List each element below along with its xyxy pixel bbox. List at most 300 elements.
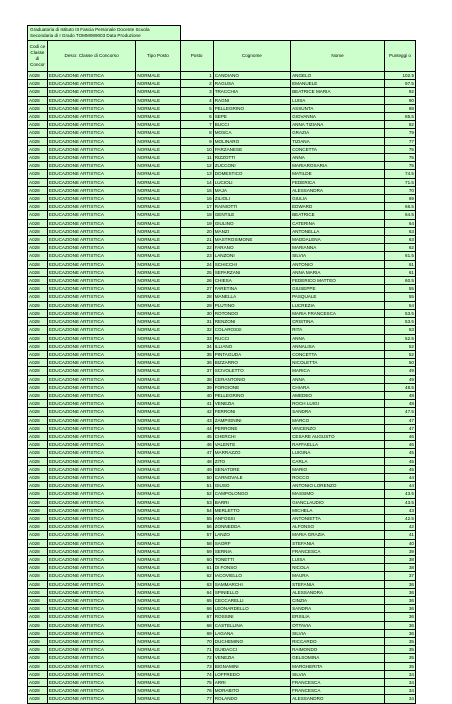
cell-code: A028	[28, 441, 48, 449]
cell-name: STEFANIA	[291, 539, 385, 547]
cell-name: VINCENZO	[291, 424, 385, 432]
cell-code: A028	[28, 391, 48, 399]
cell-name: EDWARD	[291, 203, 385, 211]
cell-name: BEATRICE	[291, 211, 385, 219]
cell-type: NORMALE	[136, 572, 180, 580]
table-row	[28, 80, 416, 88]
table-row	[28, 531, 416, 539]
cell-score: 46	[385, 441, 416, 449]
cell-type: NORMALE	[136, 326, 180, 334]
cell-name: ALESSANDRA	[291, 588, 385, 596]
cell-name: MARIAROSARIA	[291, 162, 385, 170]
cell-score: 34	[385, 687, 416, 695]
cell-desc: EDUCAZIONE ARTISTICA	[47, 416, 135, 424]
cell-desc: EDUCAZIONE ARTISTICA	[47, 260, 135, 268]
cell-pos: 32	[180, 326, 213, 334]
cell-desc: EDUCAZIONE ARTISTICA	[47, 375, 135, 383]
table-row	[28, 301, 416, 309]
cell-desc: EDUCAZIONE ARTISTICA	[47, 252, 135, 260]
cell-score: 36	[385, 588, 416, 596]
cell-pos: 33	[180, 334, 213, 342]
cell-name: MARICA	[291, 367, 385, 375]
cell-name: ALFONSO	[291, 523, 385, 531]
cell-pos: 31	[180, 318, 213, 326]
cell-surname: FORGIONE	[213, 383, 290, 391]
cell-score: 63	[385, 236, 416, 244]
cell-type: NORMALE	[136, 260, 180, 268]
cell-code: A028	[28, 400, 48, 408]
table-row	[28, 539, 416, 547]
cell-surname: CERANTONIO	[213, 375, 290, 383]
cell-type: NORMALE	[136, 490, 180, 498]
cell-desc: EDUCAZIONE ARTISTICA	[47, 309, 135, 317]
cell-name: LUISA	[291, 555, 385, 563]
table-row	[28, 104, 416, 112]
table-row	[28, 268, 416, 276]
cell-desc: EDUCAZIONE ARTISTICA	[47, 350, 135, 358]
cell-score: 34	[385, 695, 416, 703]
cell-type: NORMALE	[136, 96, 180, 104]
cell-desc: EDUCAZIONE ARTISTICA	[47, 137, 135, 145]
cell-pos: 49	[180, 465, 213, 473]
table-row	[28, 449, 416, 457]
cell-type: NORMALE	[136, 104, 180, 112]
cell-score: 44	[385, 473, 416, 481]
cell-type: NORMALE	[136, 211, 180, 219]
cell-code: A028	[28, 539, 48, 547]
cell-score: 38	[385, 564, 416, 572]
cell-code: A028	[28, 350, 48, 358]
table-row	[28, 121, 416, 129]
cell-surname: ROLANDO	[213, 695, 290, 703]
cell-desc: EDUCAZIONE ARTISTICA	[47, 383, 135, 391]
cell-desc: EDUCAZIONE ARTISTICA	[47, 465, 135, 473]
cell-score: 36	[385, 621, 416, 629]
cell-name: ANNALISA	[291, 342, 385, 350]
table-row	[28, 580, 416, 588]
cell-score: 39	[385, 547, 416, 555]
title-line-2: Secondaria di I Grado TOMM089003 Data Produzione	[30, 33, 141, 38]
cell-surname: DUCHEMINO	[213, 638, 290, 646]
cell-name: ALESSANDRO	[291, 695, 385, 703]
cell-surname: LAGANA	[213, 629, 290, 637]
cell-pos: 71	[180, 646, 213, 654]
cell-code: A028	[28, 597, 48, 605]
cell-pos: 74	[180, 670, 213, 678]
cell-score: 34	[385, 670, 416, 678]
cell-code: A028	[28, 268, 48, 276]
cell-pos: 73	[180, 662, 213, 670]
cell-code: A028	[28, 605, 48, 613]
cell-surname: ZONNEDDA	[213, 523, 290, 531]
cell-surname: GIUSO	[213, 482, 290, 490]
cell-score: 49	[385, 375, 416, 383]
cell-pos: 51	[180, 482, 213, 490]
cell-pos: 5	[180, 104, 213, 112]
table-row	[28, 514, 416, 522]
document-title	[28, 26, 181, 41]
cell-desc: EDUCAZIONE ARTISTICA	[47, 277, 135, 285]
cell-code: A028	[28, 367, 48, 375]
cell-code: A028	[28, 186, 48, 194]
cell-pos: 41	[180, 400, 213, 408]
cell-pos: 45	[180, 432, 213, 440]
cell-surname: BARRI	[213, 498, 290, 506]
cell-score: 61.5	[385, 252, 416, 260]
cell-surname: ZAMPIGNINI	[213, 416, 290, 424]
cell-score: 48	[385, 400, 416, 408]
cell-name: MATILDE	[291, 170, 385, 178]
cell-surname: GUIDACCI	[213, 646, 290, 654]
cell-score: 43.5	[385, 498, 416, 506]
cell-surname: SEPARZANI	[213, 268, 290, 276]
cell-pos: 39	[180, 383, 213, 391]
cell-code: A028	[28, 260, 48, 268]
table-row	[28, 391, 416, 399]
cell-type: NORMALE	[136, 195, 180, 203]
cell-surname: MANZI	[213, 227, 290, 235]
cell-type: NORMALE	[136, 580, 180, 588]
cell-pos: 20	[180, 227, 213, 235]
cell-pos: 50	[180, 473, 213, 481]
cell-desc: EDUCAZIONE ARTISTICA	[47, 432, 135, 440]
cell-pos: 64	[180, 588, 213, 596]
cell-score: 43.5	[385, 490, 416, 498]
cell-pos: 48	[180, 457, 213, 465]
table-row	[28, 670, 416, 678]
cell-code: A028	[28, 277, 48, 285]
table-row	[28, 662, 416, 670]
cell-name: ROCCO	[291, 473, 385, 481]
cell-type: NORMALE	[136, 301, 180, 309]
cell-surname: SENATORE	[213, 465, 290, 473]
cell-pos: 16	[180, 195, 213, 203]
cell-score: 75	[385, 145, 416, 153]
cell-surname: PINTAGUDA	[213, 350, 290, 358]
cell-surname: PELLEGRINO	[213, 391, 290, 399]
header-pos: Posto	[180, 41, 213, 72]
cell-desc: EDUCAZIONE ARTISTICA	[47, 96, 135, 104]
cell-surname: TRACCHIA	[213, 88, 290, 96]
header-row	[28, 41, 416, 72]
cell-type: NORMALE	[136, 309, 180, 317]
cell-type: NORMALE	[136, 219, 180, 227]
cell-surname: ROTONDO	[213, 309, 290, 317]
cell-score: 41	[385, 531, 416, 539]
cell-pos: 43	[180, 416, 213, 424]
cell-desc: EDUCAZIONE ARTISTICA	[47, 342, 135, 350]
cell-pos: 68	[180, 621, 213, 629]
table-row	[28, 309, 416, 317]
cell-type: NORMALE	[136, 695, 180, 703]
cell-name: RITA	[291, 326, 385, 334]
table-row	[28, 137, 416, 145]
cell-score: 48	[385, 391, 416, 399]
cell-type: NORMALE	[136, 662, 180, 670]
cell-desc: EDUCAZIONE ARTISTICA	[47, 449, 135, 457]
cell-type: NORMALE	[136, 457, 180, 465]
cell-type: NORMALE	[136, 449, 180, 457]
cell-desc: EDUCAZIONE ARTISTICA	[47, 195, 135, 203]
cell-surname: RAINIOTTI	[213, 203, 290, 211]
table-row	[28, 129, 416, 137]
cell-code: A028	[28, 638, 48, 646]
cell-score: 61	[385, 260, 416, 268]
cell-desc: EDUCAZIONE ARTISTICA	[47, 629, 135, 637]
cell-surname: CASTELLINA	[213, 621, 290, 629]
cell-score: 82	[385, 121, 416, 129]
table-row	[28, 498, 416, 506]
cell-code: A028	[28, 375, 48, 383]
cell-pos: 40	[180, 391, 213, 399]
cell-type: NORMALE	[136, 137, 180, 145]
cell-pos: 12	[180, 162, 213, 170]
cell-name: CHIARA	[291, 383, 385, 391]
cell-desc: EDUCAZIONE ARTISTICA	[47, 424, 135, 432]
table-row	[28, 564, 416, 572]
cell-score: 70	[385, 186, 416, 194]
table-row	[28, 605, 416, 613]
table-row	[28, 400, 416, 408]
cell-score: 85.5	[385, 113, 416, 121]
table-row	[28, 96, 416, 104]
cell-score: 36	[385, 580, 416, 588]
cell-name: ANNA	[291, 375, 385, 383]
cell-surname: RUCCI	[213, 334, 290, 342]
cell-score: 44	[385, 482, 416, 490]
cell-type: NORMALE	[136, 514, 180, 522]
cell-name: GIANCLAUDIO	[291, 498, 385, 506]
cell-name: MASSIMO	[291, 490, 385, 498]
cell-surname: RIZZOTTI	[213, 154, 290, 162]
cell-score: 92	[385, 88, 416, 96]
cell-score: 35	[385, 654, 416, 662]
cell-desc: EDUCAZIONE ARTISTICA	[47, 490, 135, 498]
cell-code: A028	[28, 457, 48, 465]
cell-desc: EDUCAZIONE ARTISTICA	[47, 572, 135, 580]
cell-code: A028	[28, 80, 48, 88]
table-row	[28, 621, 416, 629]
cell-name: GIUSEPPE	[291, 285, 385, 293]
cell-score: 36	[385, 597, 416, 605]
table-row	[28, 613, 416, 621]
cell-name: CESARE AUGUSTO	[291, 432, 385, 440]
cell-desc: EDUCAZIONE ARTISTICA	[47, 227, 135, 235]
cell-score: 38	[385, 555, 416, 563]
cell-surname: ROSSINI	[213, 613, 290, 621]
cell-score: 63	[385, 227, 416, 235]
table-row	[28, 219, 416, 227]
cell-desc: EDUCAZIONE ARTISTICA	[47, 391, 135, 399]
cell-score: 102.5	[385, 72, 416, 80]
table-row	[28, 654, 416, 662]
table-row	[28, 646, 416, 654]
table-row	[28, 326, 416, 334]
cell-pos: 69	[180, 629, 213, 637]
cell-surname: RAGUSA	[213, 80, 290, 88]
cell-type: NORMALE	[136, 613, 180, 621]
cell-code: A028	[28, 252, 48, 260]
cell-surname: LUCIOLI	[213, 178, 290, 186]
cell-pos: 19	[180, 219, 213, 227]
cell-code: A028	[28, 687, 48, 695]
cell-desc: EDUCAZIONE ARTISTICA	[47, 154, 135, 162]
title-blank	[180, 26, 415, 41]
cell-name: MARCO	[291, 416, 385, 424]
cell-code: A028	[28, 342, 48, 350]
cell-surname: SCHICCHI	[213, 260, 290, 268]
cell-code: A028	[28, 679, 48, 687]
cell-pos: 15	[180, 186, 213, 194]
cell-desc: EDUCAZIONE ARTISTICA	[47, 523, 135, 531]
cell-name: CONCETTA	[291, 145, 385, 153]
cell-score: 45	[385, 457, 416, 465]
cell-name: FEDERICO MATTEO	[291, 277, 385, 285]
cell-score: 35	[385, 662, 416, 670]
cell-name: CATERINA	[291, 219, 385, 227]
cell-type: NORMALE	[136, 605, 180, 613]
cell-surname: MORABITO	[213, 687, 290, 695]
cell-surname: BIGNAMINI	[213, 662, 290, 670]
cell-score: 79	[385, 129, 416, 137]
table-row	[28, 342, 416, 350]
cell-code: A028	[28, 309, 48, 317]
cell-desc: EDUCAZIONE ARTISTICA	[47, 662, 135, 670]
cell-desc: EDUCAZIONE ARTISTICA	[47, 236, 135, 244]
cell-surname: BIZZARRO	[213, 359, 290, 367]
cell-desc: EDUCAZIONE ARTISTICA	[47, 186, 135, 194]
cell-pos: 26	[180, 277, 213, 285]
cell-pos: 38	[180, 375, 213, 383]
cell-pos: 30	[180, 309, 213, 317]
cell-surname: FARANO	[213, 244, 290, 252]
cell-score: 47	[385, 424, 416, 432]
cell-type: NORMALE	[136, 121, 180, 129]
cell-desc: EDUCAZIONE ARTISTICA	[47, 597, 135, 605]
cell-name: MARGHERITA	[291, 662, 385, 670]
cell-score: 34	[385, 679, 416, 687]
cell-pos: 52	[180, 490, 213, 498]
cell-surname: IACOVIELLO	[213, 572, 290, 580]
cell-surname: FERRONI	[213, 408, 290, 416]
cell-type: NORMALE	[136, 293, 180, 301]
cell-code: A028	[28, 285, 48, 293]
cell-type: NORMALE	[136, 679, 180, 687]
cell-score: 88	[385, 104, 416, 112]
cell-score: 40	[385, 539, 416, 547]
cell-desc: EDUCAZIONE ARTISTICA	[47, 695, 135, 703]
cell-pos: 2	[180, 80, 213, 88]
cell-desc: EDUCAZIONE ARTISTICA	[47, 506, 135, 514]
cell-name: SILVIA	[291, 670, 385, 678]
table-row	[28, 465, 416, 473]
cell-code: A028	[28, 113, 48, 121]
table-row	[28, 186, 416, 194]
cell-type: NORMALE	[136, 227, 180, 235]
cell-pos: 24	[180, 260, 213, 268]
cell-desc: EDUCAZIONE ARTISTICA	[47, 531, 135, 539]
cell-name: ANNA	[291, 334, 385, 342]
cell-pos: 35	[180, 350, 213, 358]
cell-name: MARIA GRAZIA	[291, 531, 385, 539]
cell-score: 52.5	[385, 334, 416, 342]
table-row	[28, 113, 416, 121]
cell-type: NORMALE	[136, 441, 180, 449]
cell-score: 69	[385, 195, 416, 203]
cell-surname: SPINIELLO	[213, 588, 290, 596]
table-row	[28, 318, 416, 326]
cell-surname: PARZANESE	[213, 145, 290, 153]
cell-code: A028	[28, 129, 48, 137]
cell-score: 53	[385, 326, 416, 334]
cell-code: A028	[28, 244, 48, 252]
cell-surname: GENTILE	[213, 211, 290, 219]
cell-name: ASSUNTA	[291, 104, 385, 112]
table-row	[28, 555, 416, 563]
cell-type: NORMALE	[136, 408, 180, 416]
cell-type: NORMALE	[136, 236, 180, 244]
cell-type: NORMALE	[136, 588, 180, 596]
table-row	[28, 334, 416, 342]
cell-name: CRISTINA	[291, 318, 385, 326]
cell-type: NORMALE	[136, 523, 180, 531]
cell-type: NORMALE	[136, 555, 180, 563]
cell-code: A028	[28, 432, 48, 440]
cell-surname: CARNOVALE	[213, 473, 290, 481]
cell-name: FRANCESCA	[291, 679, 385, 687]
cell-type: NORMALE	[136, 547, 180, 555]
table-row	[28, 383, 416, 391]
cell-pos: 21	[180, 236, 213, 244]
header-desc: Descr. Classe di Concorso	[47, 41, 135, 72]
cell-name: SANDRA	[291, 605, 385, 613]
cell-desc: EDUCAZIONE ARTISTICA	[47, 301, 135, 309]
cell-score: 64	[385, 219, 416, 227]
table-row	[28, 178, 416, 186]
cell-code: A028	[28, 498, 48, 506]
cell-surname: BUCCI	[213, 121, 290, 129]
cell-code: A028	[28, 449, 48, 457]
cell-name: STEFANIA	[291, 580, 385, 588]
cell-score: 43	[385, 506, 416, 514]
cell-name: MARIA FRANCESCA	[291, 309, 385, 317]
cell-desc: EDUCAZIONE ARTISTICA	[47, 679, 135, 687]
cell-name: ANNA TIZIANA	[291, 121, 385, 129]
cell-code: A028	[28, 178, 48, 186]
cell-code: A028	[28, 416, 48, 424]
cell-desc: EDUCAZIONE ARTISTICA	[47, 564, 135, 572]
cell-pos: 4	[180, 96, 213, 104]
table-row	[28, 367, 416, 375]
cell-pos: 53	[180, 498, 213, 506]
cell-surname: LANZONI	[213, 252, 290, 260]
cell-desc: EDUCAZIONE ARTISTICA	[47, 473, 135, 481]
cell-score: 45	[385, 449, 416, 457]
cell-type: NORMALE	[136, 670, 180, 678]
cell-pos: 14	[180, 178, 213, 186]
table-row	[28, 432, 416, 440]
cell-surname: ARRI	[213, 679, 290, 687]
cell-score: 36	[385, 613, 416, 621]
table-row	[28, 252, 416, 260]
cell-name: SILVIA	[291, 252, 385, 260]
cell-type: NORMALE	[136, 424, 180, 432]
table-row	[28, 170, 416, 178]
table-row	[28, 293, 416, 301]
cell-name: LUCREZIA	[291, 301, 385, 309]
cell-pos: 54	[180, 506, 213, 514]
header-name: Nome	[291, 41, 385, 72]
